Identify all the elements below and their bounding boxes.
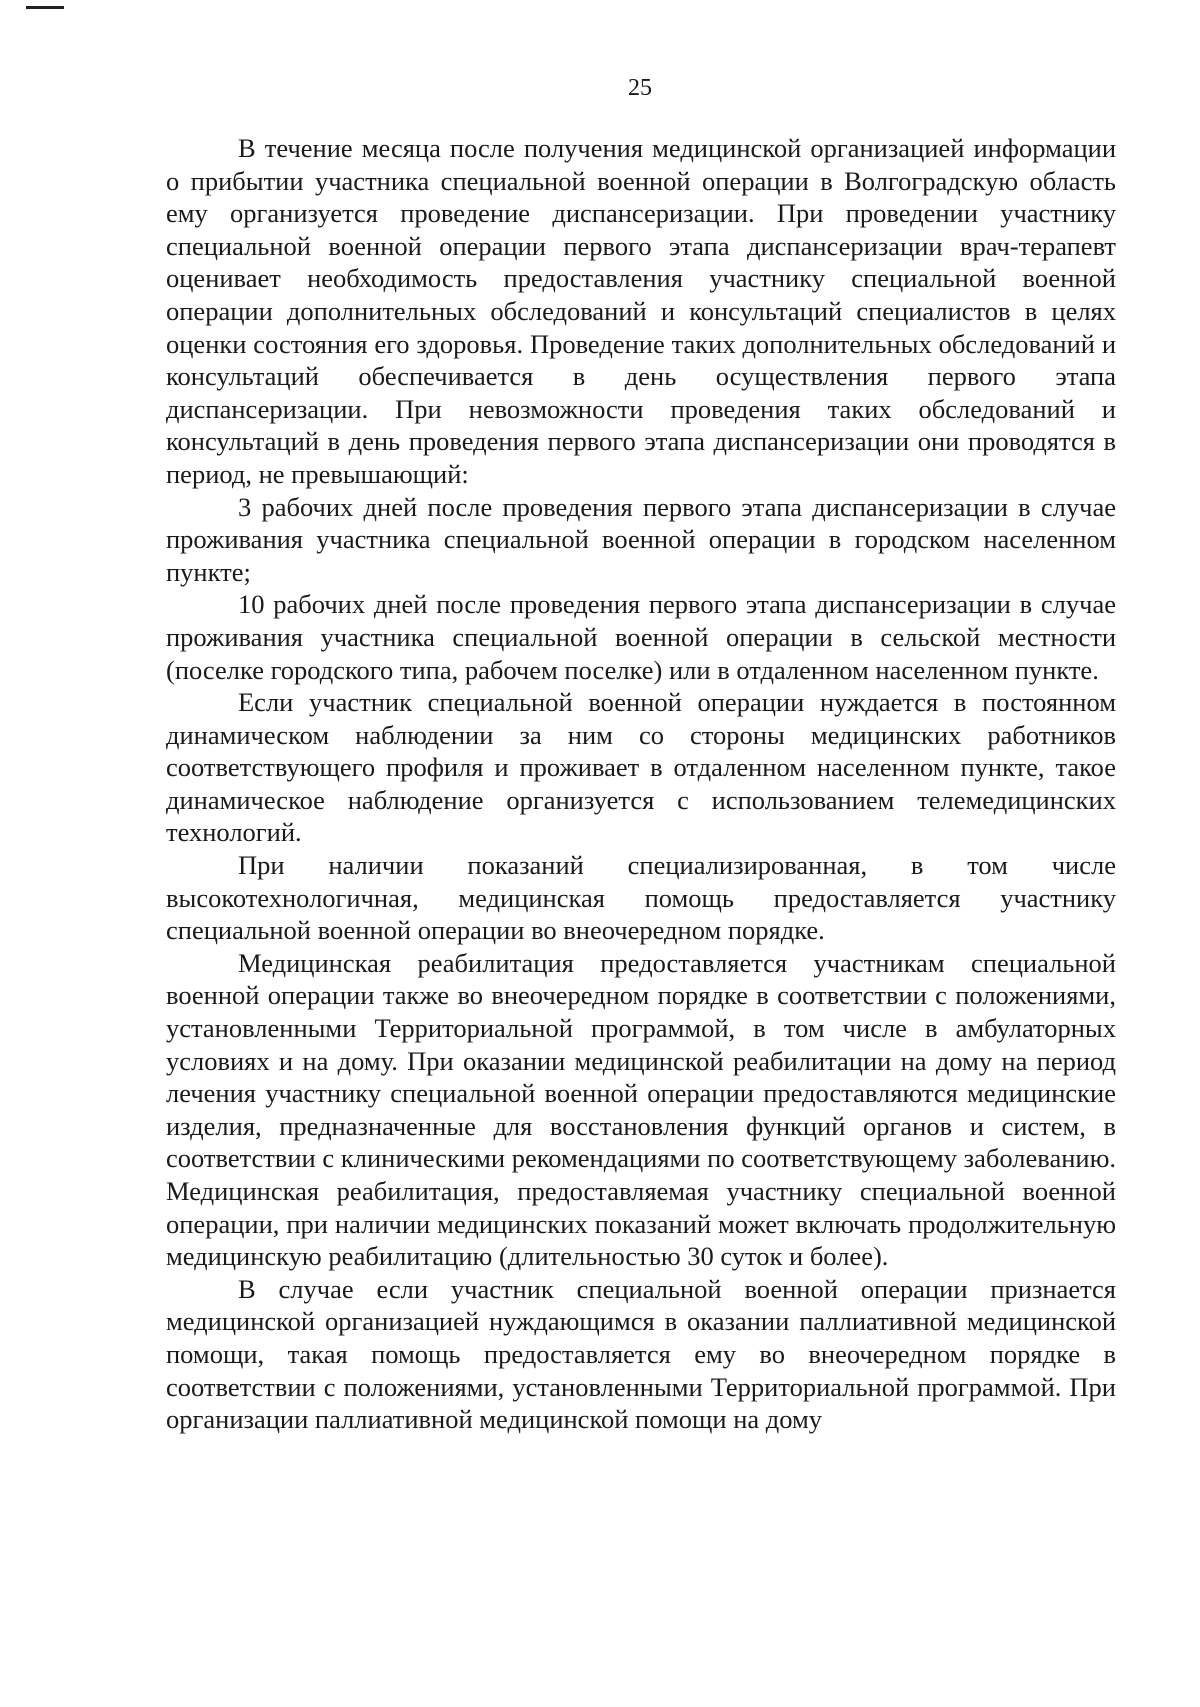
- paragraph-urban-term: 3 рабочих дней после проведения первого этапа диспансеризации в случае проживания участника специальной военной операции в городском населенном пункте;: [166, 491, 1116, 587]
- scan-corner-mark: [26, 6, 64, 9]
- body-text: [166, 132, 1116, 1436]
- paragraph-dispensary-timing: В течение месяца после получения медицинской организацией информации о прибытии участника специальной военной операции в Волгоградскую область ему организуется проведение диспансеризации. При проведении участнику специальной военной операции первого этапа диспансеризации врач-терапевт оценивает необходимость предоставления участнику специальной военной операции дополнительных обследований и консультаций специалистов в целях оценки состояния его здоровья. Проведение таких дополнительных обследований и консультаций обеспечивается в день осуществления первого этапа диспансеризации. При невозможности проведения таких обследований и консультаций в день проведения первого этапа диспансеризации они проводятся в период, не превышающий:: [166, 133, 1116, 489]
- paragraph-telemedicine: Если участник специальной военной операции нуждается в постоянном динамическом наблюдении за ним со стороны медицинских работников соответствующего профиля и проживает в отдаленном населенном пункте, такое динамическое наблюдение организуется с использованием телемедицинских технологий.: [166, 687, 1116, 848]
- paragraph-rural-term: 10 рабочих дней после проведения первого этапа диспансеризации в случае проживания участника специальной военной операции в сельской местности (поселке городского типа, рабочем поселке) или в отдаленном населенном пункте.: [166, 589, 1116, 685]
- paragraph-rehabilitation: Медицинская реабилитация предоставляется участникам специальной военной операции также во внеочередном порядке в соответствии с положениями, установленными Территориальной программой, в том числе в амбулаторных условиях и на дому. При оказании медицинской реабилитации на дому на период лечения участнику специальной военной операции предоставляются медицинские изделия, предназначенные для восстановления функций органов и систем, в соответствии с клиническими рекомендациями по соответствующему заболеванию. Медицинская реабилитация, предоставляемая участнику специальной военной операции, при наличии медицинских показаний может включать продолжительную медицинскую реабилитацию (длительностью 30 суток и более).: [166, 947, 1116, 1272]
- paragraph-palliative-care: В случае если участник специальной военной операции признается медицинской организацией нуждающимся в оказании паллиативной медицинской помощи, такая помощь предоставляется ему во внеочередном порядке в соответствии с положениями, установленными Территориальной программой. При организации паллиативной медицинской помощи на дому: [166, 1273, 1116, 1435]
- paragraph-specialized-care: При наличии показаний специализированная, в том числе высокотехнологичная, медицинская помощь предоставляется участнику специальной военной операции во внеочередном порядке.: [166, 850, 1116, 946]
- page-number: 25: [628, 75, 652, 101]
